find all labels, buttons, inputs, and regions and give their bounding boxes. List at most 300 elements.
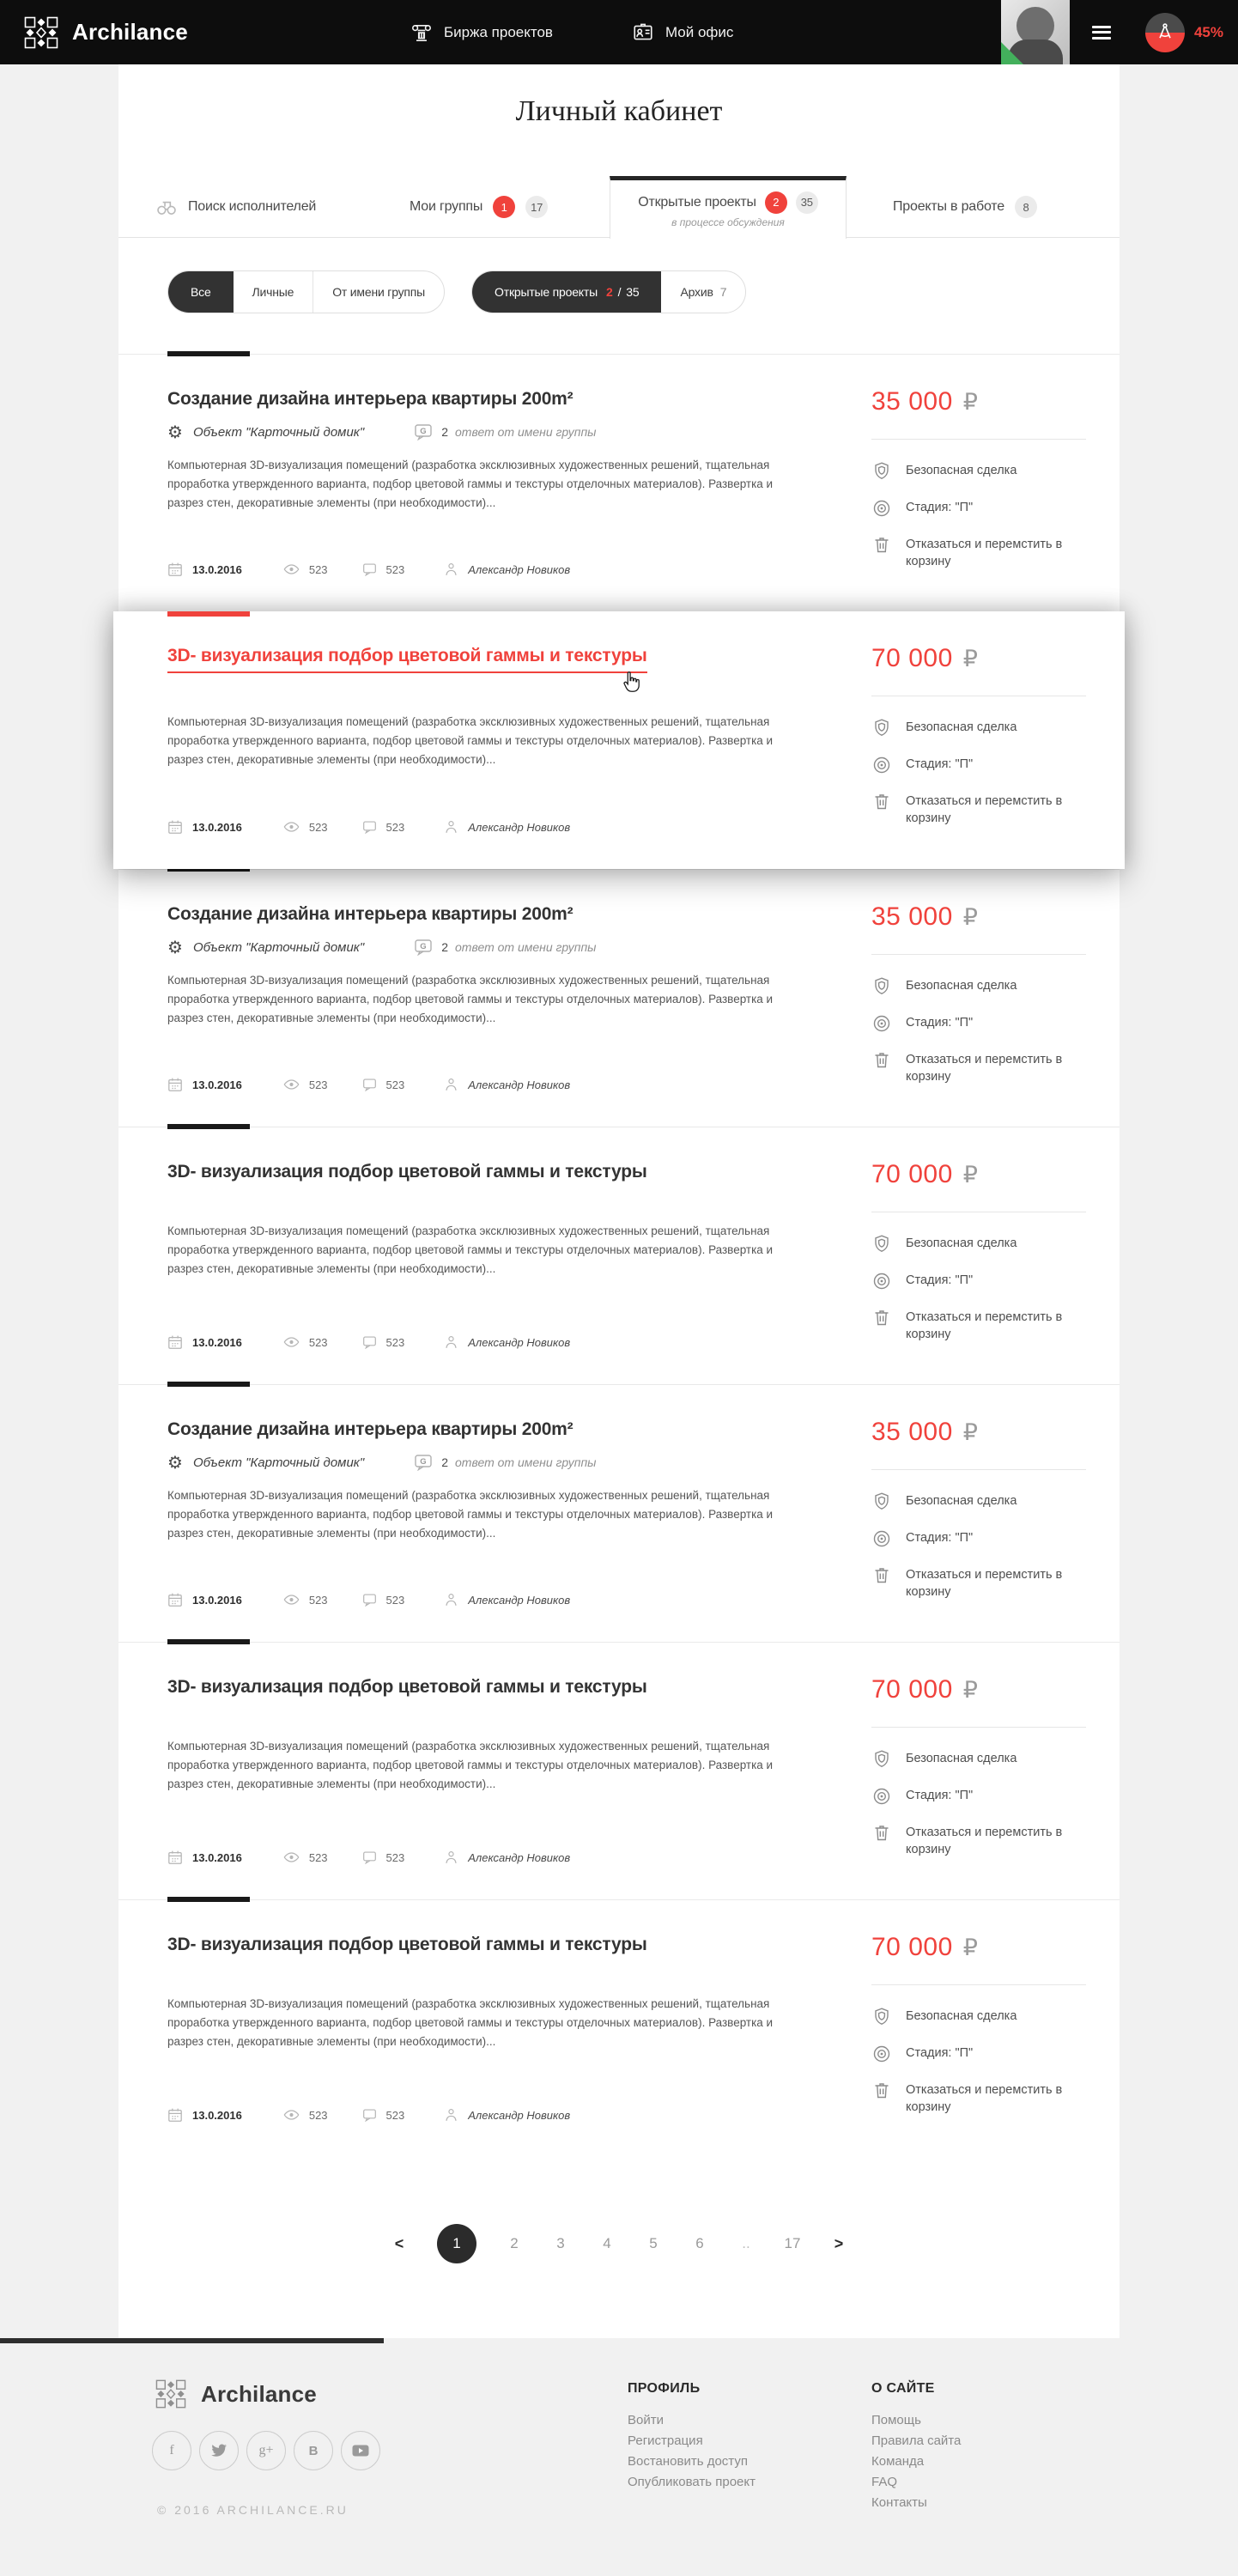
target-icon bbox=[871, 1271, 892, 1291]
group-reply-icon bbox=[414, 939, 433, 956]
project-meta bbox=[167, 1334, 570, 1350]
project-title-link[interactable]: 3D- визуализация подбор цветовой гаммы и текстуры bbox=[167, 1162, 647, 1182]
pagination-page-current[interactable]: 1 bbox=[437, 2224, 476, 2263]
discard-action[interactable] bbox=[871, 793, 1086, 827]
discard-text: Отказаться и перемстить в корзину bbox=[906, 1053, 1063, 1084]
meta-date bbox=[167, 1850, 242, 1865]
tab-badge-total: 17 bbox=[525, 196, 548, 218]
trash-icon bbox=[871, 1565, 892, 1586]
meta-date bbox=[167, 562, 242, 577]
ruble-sign: ₽ bbox=[962, 1677, 978, 1703]
footer-logo bbox=[155, 2379, 317, 2409]
person-icon bbox=[444, 562, 458, 577]
project-meta bbox=[167, 819, 570, 835]
group-reply-label: ответ от имени группы bbox=[455, 940, 597, 954]
meta-views bbox=[283, 2108, 328, 2122]
price-value: 35 000 bbox=[871, 387, 953, 416]
page-title: Личный кабинет bbox=[515, 95, 723, 127]
date-value: 13.0.2016 bbox=[192, 1335, 242, 1349]
project-title-link[interactable]: Создание дизайна интерьера квартиры 200m² bbox=[167, 1419, 573, 1439]
project-list bbox=[118, 354, 1120, 2157]
trash-icon bbox=[871, 535, 892, 556]
project-object-label: Объект "Карточный домик" bbox=[192, 1455, 365, 1470]
meta-views bbox=[283, 1335, 328, 1349]
meta-comments bbox=[362, 1335, 405, 1349]
stage-label bbox=[871, 1787, 1086, 1807]
meta-views bbox=[283, 820, 328, 834]
eye-icon bbox=[283, 562, 300, 576]
tab-badge-new: 2 bbox=[765, 191, 787, 214]
card-sidebar bbox=[871, 644, 1086, 827]
author-name[interactable]: Александр Новиков bbox=[468, 2108, 571, 2122]
meta-comments bbox=[362, 2108, 405, 2122]
footer-link-restore-access[interactable]: Востановить доступ bbox=[628, 2454, 748, 2469]
eye-icon bbox=[283, 1335, 300, 1349]
tab-badge-new: 1 bbox=[493, 196, 515, 218]
project-title-link[interactable]: 3D- визуализация подбор цветовой гаммы и текстуры bbox=[167, 1935, 647, 1954]
project-title-link[interactable]: 3D- визуализация подбор цветовой гаммы и текстуры bbox=[167, 646, 647, 673]
discard-action[interactable] bbox=[871, 1824, 1086, 1858]
safe-deal-text: Безопасная сделка bbox=[906, 1494, 1017, 1508]
pagination-page[interactable]: 5 bbox=[649, 2235, 658, 2251]
filter-count-total: 35 bbox=[626, 285, 640, 299]
person-icon bbox=[444, 1077, 458, 1092]
nav-item-project-exchange[interactable] bbox=[410, 21, 553, 44]
binoculars-icon bbox=[155, 196, 178, 218]
tab-label: Мои группы bbox=[410, 199, 483, 214]
card-sidebar bbox=[871, 1675, 1086, 1858]
meta-author bbox=[444, 1334, 570, 1350]
meta-date bbox=[167, 819, 242, 835]
group-reply-count: 2 bbox=[441, 940, 448, 954]
tab-search-executors[interactable] bbox=[155, 196, 316, 218]
project-object-label: Объект "Карточный домик" bbox=[192, 424, 365, 440]
pagination-page[interactable]: 3 bbox=[556, 2235, 565, 2251]
logo[interactable] bbox=[24, 16, 188, 49]
project-card bbox=[118, 1127, 1120, 1384]
target-icon bbox=[871, 1013, 892, 1034]
project-card bbox=[118, 1384, 1120, 1642]
tab-my-groups[interactable] bbox=[410, 196, 548, 218]
project-title-link[interactable]: 3D- визуализация подбор цветовой гаммы и текстуры bbox=[167, 1677, 647, 1697]
stage-text: Стадия: "П" bbox=[906, 501, 974, 514]
card-accent-line bbox=[167, 1897, 250, 1902]
discard-action[interactable] bbox=[871, 2081, 1086, 2116]
ruble-sign: ₽ bbox=[962, 1162, 978, 1188]
meta-comments bbox=[362, 562, 405, 576]
card-sidebar bbox=[871, 387, 1086, 570]
footer-column-profile bbox=[628, 2381, 756, 2493]
person-icon bbox=[444, 1334, 458, 1350]
shield-icon bbox=[871, 1234, 892, 1255]
sidebar-divider bbox=[871, 954, 1086, 955]
card-accent-line bbox=[167, 611, 250, 617]
filter-count-new: 2 bbox=[605, 285, 613, 299]
trash-icon bbox=[871, 792, 892, 812]
ruble-sign: ₽ bbox=[962, 1419, 978, 1445]
comments-count: 523 bbox=[385, 2108, 405, 2122]
meta-views bbox=[283, 1078, 328, 1091]
scope-filter bbox=[167, 270, 445, 313]
stage-label bbox=[871, 2044, 1086, 2064]
youtube-icon[interactable] bbox=[341, 2431, 380, 2470]
price-row bbox=[871, 387, 1086, 416]
trash-icon bbox=[871, 1823, 892, 1844]
meta-comments bbox=[362, 1593, 405, 1607]
safe-deal-label bbox=[871, 1492, 1086, 1512]
project-title-link[interactable]: Создание дизайна интерьера квартиры 200m² bbox=[167, 389, 573, 409]
ruble-sign: ₽ bbox=[962, 389, 978, 415]
column-icon bbox=[410, 21, 433, 44]
eye-icon bbox=[283, 1850, 300, 1864]
comment-icon bbox=[362, 562, 377, 576]
comments-count: 523 bbox=[385, 1850, 405, 1864]
project-meta bbox=[167, 1077, 570, 1092]
eye-icon bbox=[283, 2108, 300, 2122]
calendar-icon bbox=[167, 1592, 183, 1607]
project-description: Компьютерная 3D-визуализация помещений (разработка эксклюзивных художественных решений, тщательная проработка утвержденного варианта, подбор цветовой гаммы и текстуры отделочных материалов). Развертка и разрез стен, декоративные элементы (при необходимости)... bbox=[167, 1489, 774, 1540]
skill-compass-badge[interactable] bbox=[1145, 13, 1185, 52]
tab-open-projects-active[interactable] bbox=[610, 176, 847, 239]
project-object-label: Объект "Карточный домик" bbox=[192, 939, 365, 955]
target-icon bbox=[871, 755, 892, 775]
hamburger-menu-icon[interactable] bbox=[1092, 26, 1111, 39]
ruble-sign: ₽ bbox=[962, 904, 978, 930]
project-card bbox=[118, 1899, 1120, 2157]
scroll-progress-bar bbox=[0, 2338, 384, 2343]
footer-link-help[interactable]: Помощь bbox=[871, 2413, 921, 2427]
date-value: 13.0.2016 bbox=[192, 1078, 242, 1091]
nav-item-my-office[interactable] bbox=[632, 21, 733, 44]
group-reply-label: ответ от имени группы bbox=[455, 425, 597, 439]
pagination-next[interactable]: > bbox=[834, 2234, 844, 2252]
shield-icon bbox=[871, 1492, 892, 1512]
shield-icon bbox=[871, 718, 892, 738]
filter-open-projects[interactable] bbox=[472, 271, 661, 313]
person-icon bbox=[444, 1592, 458, 1607]
stage-text: Стадия: "П" bbox=[906, 1273, 974, 1287]
calendar-icon bbox=[167, 1077, 183, 1092]
safe-deal-text: Безопасная сделка bbox=[906, 720, 1017, 734]
footer-link-login[interactable]: Войти bbox=[628, 2413, 664, 2427]
author-name[interactable]: Александр Новиков bbox=[468, 1593, 571, 1607]
filter-all[interactable]: Все bbox=[168, 271, 234, 313]
tabs-bar bbox=[118, 176, 1120, 238]
project-meta bbox=[167, 562, 570, 577]
project-meta bbox=[167, 1592, 570, 1607]
price-value: 70 000 bbox=[871, 644, 953, 672]
project-description: Компьютерная 3D-визуализация помещений (разработка эксклюзивных художественных решений, тщательная проработка утвержденного варианта, подбор цветовой гаммы и текстуры отделочных материалов). Развертка и разрез стен, декоративные элементы (при необходимости)... bbox=[167, 715, 774, 766]
target-icon bbox=[871, 1528, 892, 1549]
price-row bbox=[871, 1418, 1086, 1447]
project-meta bbox=[167, 2107, 570, 2123]
filters-bar bbox=[118, 270, 1120, 313]
project-card bbox=[118, 354, 1120, 611]
tab-projects-in-work[interactable] bbox=[893, 196, 1037, 218]
project-description: Компьютерная 3D-визуализация помещений (разработка эксклюзивных художественных решений, тщательная проработка утвержденного варианта, подбор цветовой гаммы и текстуры отделочных материалов). Развертка и разрез стен, декоративные элементы (при необходимости)... bbox=[167, 1740, 774, 1790]
author-name[interactable]: Александр Новиков bbox=[468, 1078, 571, 1091]
pagination bbox=[118, 2224, 1120, 2263]
comment-icon bbox=[362, 1078, 377, 1091]
date-value: 13.0.2016 bbox=[192, 820, 242, 834]
meta-views bbox=[283, 1850, 328, 1864]
sidebar-divider bbox=[871, 1469, 1086, 1470]
footer-link-faq[interactable]: FAQ bbox=[871, 2475, 898, 2489]
shield-icon bbox=[871, 1749, 892, 1770]
pagination-page[interactable]: 2 bbox=[510, 2235, 519, 2251]
meta-author bbox=[444, 562, 570, 577]
trash-icon bbox=[871, 1308, 892, 1328]
card-sidebar bbox=[871, 1160, 1086, 1343]
comment-icon bbox=[362, 1593, 377, 1607]
meta-author bbox=[444, 1592, 570, 1607]
group-reply-count: 2 bbox=[441, 1455, 448, 1469]
meta-author bbox=[444, 819, 570, 835]
price-row bbox=[871, 1675, 1086, 1704]
meta-author bbox=[444, 1850, 570, 1865]
comments-count: 523 bbox=[385, 1078, 405, 1091]
comments-count: 523 bbox=[385, 820, 405, 834]
calendar-icon bbox=[167, 562, 183, 577]
footer-link-contacts[interactable]: Контакты bbox=[871, 2495, 927, 2510]
stage-text: Стадия: "П" bbox=[906, 1531, 974, 1545]
views-count: 523 bbox=[308, 1593, 328, 1607]
views-count: 523 bbox=[308, 820, 328, 834]
sidebar-divider bbox=[871, 439, 1086, 440]
footer-link-rules[interactable]: Правила сайта bbox=[871, 2433, 962, 2448]
project-description: Компьютерная 3D-визуализация помещений (разработка эксклюзивных художественных решений, тщательная проработка утвержденного варианта, подбор цветовой гаммы и текстуры отделочных материалов). Развертка и разрез стен, декоративные элементы (при необходимости)... bbox=[167, 1224, 774, 1275]
comment-icon bbox=[362, 820, 377, 834]
trash-icon bbox=[871, 2081, 892, 2101]
main-container bbox=[118, 64, 1120, 2338]
trash-icon bbox=[871, 1050, 892, 1071]
discard-text: Отказаться и перемстить в корзину bbox=[906, 1826, 1063, 1856]
copyright: © 2016 ARCHILANCE.RU bbox=[157, 2503, 349, 2517]
person-icon bbox=[444, 819, 458, 835]
safe-deal-text: Безопасная сделка bbox=[906, 464, 1017, 477]
price-value: 35 000 bbox=[871, 1418, 953, 1446]
facebook-icon[interactable]: f bbox=[152, 2431, 191, 2470]
project-description: Компьютерная 3D-визуализация помещений (разработка эксклюзивных художественных решений, тщательная проработка утвержденного варианта, подбор цветовой гаммы и текстуры отделочных материалов). Развертка и разрез стен, декоративные элементы (при необходимости)... bbox=[167, 974, 774, 1024]
footer-column-title: ПРОФИЛЬ bbox=[628, 2381, 701, 2396]
project-meta bbox=[167, 1850, 570, 1865]
project-description: Компьютерная 3D-визуализация помещений (разработка эксклюзивных художественных решений, тщательная проработка утвержденного варианта, подбор цветовой гаммы и текстуры отделочных материалов). Развертка и разрез стен, декоративные элементы (при необходимости)... bbox=[167, 1997, 774, 2048]
views-count: 523 bbox=[308, 1078, 328, 1091]
stage-label bbox=[871, 1272, 1086, 1291]
discard-text: Отказаться и перемстить в корзину bbox=[906, 794, 1063, 825]
person-icon bbox=[444, 2107, 458, 2123]
tab-label: Проекты в работе bbox=[893, 199, 1004, 214]
safe-deal-label bbox=[871, 719, 1086, 738]
author-name[interactable]: Александр Новиков bbox=[468, 820, 571, 834]
footer-column-title: О САЙТЕ bbox=[871, 2381, 935, 2396]
views-count: 523 bbox=[308, 562, 328, 576]
pagination-page[interactable]: 4 bbox=[603, 2235, 611, 2251]
filter-separator: / bbox=[617, 285, 622, 299]
discard-text: Отказаться и перемстить в корзину bbox=[906, 1310, 1063, 1341]
group-reply-icon bbox=[414, 1454, 433, 1471]
target-icon bbox=[871, 498, 892, 519]
skill-percent: 45% bbox=[1193, 23, 1223, 40]
card-sidebar bbox=[871, 902, 1086, 1085]
filter-label: Архив bbox=[680, 285, 713, 299]
tab-badge-total: 8 bbox=[1015, 196, 1037, 218]
filter-on-behalf-of-group[interactable]: От имени группы bbox=[332, 285, 426, 299]
discard-text: Отказаться и перемстить в корзину bbox=[906, 2083, 1063, 2114]
safe-deal-text: Безопасная сделка bbox=[906, 1752, 1017, 1765]
comments-count: 523 bbox=[385, 1593, 405, 1607]
calendar-icon bbox=[167, 1334, 183, 1350]
eye-icon bbox=[283, 1593, 300, 1607]
behance-icon[interactable]: B bbox=[294, 2431, 333, 2470]
card-accent-line bbox=[167, 1382, 250, 1387]
safe-deal-text: Безопасная сделка bbox=[906, 2009, 1017, 2023]
footer-link-publish-project[interactable]: Опубликовать проект bbox=[628, 2475, 756, 2489]
svg-text:G: G bbox=[420, 942, 427, 952]
discard-action[interactable] bbox=[871, 1309, 1086, 1343]
stage-label bbox=[871, 756, 1086, 775]
meta-comments bbox=[362, 820, 405, 834]
safe-deal-text: Безопасная сделка bbox=[906, 979, 1017, 993]
meta-date bbox=[167, 1334, 242, 1350]
stage-text: Стадия: "П" bbox=[906, 1016, 974, 1030]
safe-deal-text: Безопасная сделка bbox=[906, 1236, 1017, 1250]
card-accent-line bbox=[167, 1124, 250, 1129]
gear-icon: ⚙ bbox=[167, 1452, 183, 1473]
top-nav bbox=[410, 0, 733, 64]
pagination-ellipsis: .. bbox=[742, 2235, 750, 2251]
group-reply-count: 2 bbox=[441, 425, 448, 439]
discard-action[interactable] bbox=[871, 1566, 1086, 1601]
stage-label bbox=[871, 1529, 1086, 1549]
views-count: 523 bbox=[308, 2108, 328, 2122]
eye-icon bbox=[283, 820, 300, 834]
author-name[interactable]: Александр Новиков bbox=[468, 562, 571, 576]
project-card bbox=[113, 611, 1125, 869]
price-value: 70 000 bbox=[871, 1933, 953, 1961]
footer-link-register[interactable]: Регистрация bbox=[628, 2433, 703, 2448]
date-value: 13.0.2016 bbox=[192, 562, 242, 576]
calendar-icon bbox=[167, 819, 183, 835]
price-row bbox=[871, 1160, 1086, 1189]
safe-deal-label bbox=[871, 1235, 1086, 1255]
price-value: 70 000 bbox=[871, 1675, 953, 1704]
views-count: 523 bbox=[308, 1335, 328, 1349]
nav-label: Биржа проектов bbox=[444, 23, 553, 40]
tab-subtitle: в процессе обсуждения bbox=[671, 216, 785, 228]
filter-personal[interactable]: Личные bbox=[234, 271, 314, 313]
meta-author bbox=[444, 1077, 570, 1092]
discard-text: Отказаться и перемстить в корзину bbox=[906, 1568, 1063, 1599]
shield-icon bbox=[871, 461, 892, 482]
comments-count: 523 bbox=[385, 1335, 405, 1349]
nav-label: Мой офис bbox=[665, 23, 734, 40]
footer-link-team[interactable]: Команда bbox=[871, 2454, 925, 2469]
discard-action[interactable] bbox=[871, 536, 1086, 570]
header-right bbox=[1001, 0, 1223, 64]
tab-label: Поиск исполнителей bbox=[188, 199, 317, 214]
stage-text: Стадия: "П" bbox=[906, 2046, 974, 2060]
footer-brand-name: Archilance bbox=[201, 2380, 317, 2407]
pagination-prev[interactable]: < bbox=[394, 2234, 404, 2252]
author-name[interactable]: Александр Новиков bbox=[468, 1850, 571, 1864]
social-links bbox=[152, 2431, 380, 2470]
views-count: 523 bbox=[308, 1850, 328, 1864]
state-filter bbox=[471, 270, 746, 313]
target-icon bbox=[871, 1786, 892, 1807]
ruble-sign: ₽ bbox=[962, 1935, 978, 1960]
sidebar-divider bbox=[871, 1984, 1086, 1985]
user-avatar[interactable] bbox=[1001, 0, 1070, 64]
twitter-icon[interactable] bbox=[199, 2431, 239, 2470]
safe-deal-label bbox=[871, 1750, 1086, 1770]
comments-count: 523 bbox=[385, 562, 405, 576]
footer-column-about bbox=[871, 2381, 961, 2513]
meta-views bbox=[283, 562, 328, 576]
shield-icon bbox=[871, 2007, 892, 2027]
date-value: 13.0.2016 bbox=[192, 2108, 242, 2122]
comment-icon bbox=[362, 1850, 377, 1864]
stage-text: Стадия: "П" bbox=[906, 757, 974, 771]
date-value: 13.0.2016 bbox=[192, 1850, 242, 1864]
target-icon bbox=[871, 2044, 892, 2064]
ruble-sign: ₽ bbox=[962, 646, 978, 671]
person-icon bbox=[444, 1850, 458, 1865]
price-row bbox=[871, 1933, 1086, 1962]
site-header bbox=[0, 0, 1238, 64]
gear-icon: ⚙ bbox=[167, 937, 183, 957]
discard-text: Отказаться и перемстить в корзину bbox=[906, 538, 1063, 568]
shield-icon bbox=[871, 976, 892, 997]
calendar-icon bbox=[167, 1850, 183, 1865]
sidebar-divider bbox=[871, 1727, 1086, 1728]
brand-name: Archilance bbox=[72, 19, 188, 45]
comment-icon bbox=[362, 1335, 377, 1349]
card-sidebar bbox=[871, 1418, 1086, 1601]
meta-views bbox=[283, 1593, 328, 1607]
meta-comments bbox=[362, 1850, 405, 1864]
safe-deal-label bbox=[871, 2008, 1086, 2027]
stage-text: Стадия: "П" bbox=[906, 1789, 974, 1802]
meta-date bbox=[167, 1077, 242, 1092]
date-value: 13.0.2016 bbox=[192, 1593, 242, 1607]
gear-icon: ⚙ bbox=[167, 422, 183, 442]
pagination-page[interactable]: 17 bbox=[784, 2235, 801, 2251]
compass-icon bbox=[1154, 21, 1176, 44]
filter-archive[interactable] bbox=[661, 271, 745, 313]
logo-icon bbox=[155, 2379, 186, 2409]
discard-action[interactable] bbox=[871, 1051, 1086, 1085]
meta-comments bbox=[362, 1078, 405, 1091]
tab-label: Открытые проекты bbox=[638, 194, 756, 210]
group-reply-label: ответ от имени группы bbox=[455, 1455, 597, 1469]
project-description: Компьютерная 3D-визуализация помещений (разработка эксклюзивных художественных решений, тщательная проработка утвержденного варианта, подбор цветовой гаммы и текстуры отделочных материалов). Развертка и разрез стен, декоративные элементы (при необходимости)... bbox=[167, 459, 774, 509]
google-plus-icon[interactable]: g+ bbox=[246, 2431, 286, 2470]
safe-deal-label bbox=[871, 977, 1086, 997]
id-card-icon bbox=[632, 21, 654, 44]
comment-icon bbox=[362, 2108, 377, 2122]
site-footer bbox=[0, 2343, 1238, 2576]
tab-badge-total: 35 bbox=[796, 191, 818, 214]
card-sidebar bbox=[871, 1933, 1086, 2116]
price-value: 70 000 bbox=[871, 1160, 953, 1188]
author-name[interactable]: Александр Новиков bbox=[468, 1335, 571, 1349]
filter-label: Открытые проекты bbox=[495, 285, 598, 299]
project-title-link[interactable]: Создание дизайна интерьера квартиры 200m² bbox=[167, 904, 573, 924]
card-accent-line bbox=[167, 1639, 250, 1644]
group-reply-icon bbox=[414, 423, 433, 440]
pagination-page[interactable]: 6 bbox=[695, 2235, 704, 2251]
